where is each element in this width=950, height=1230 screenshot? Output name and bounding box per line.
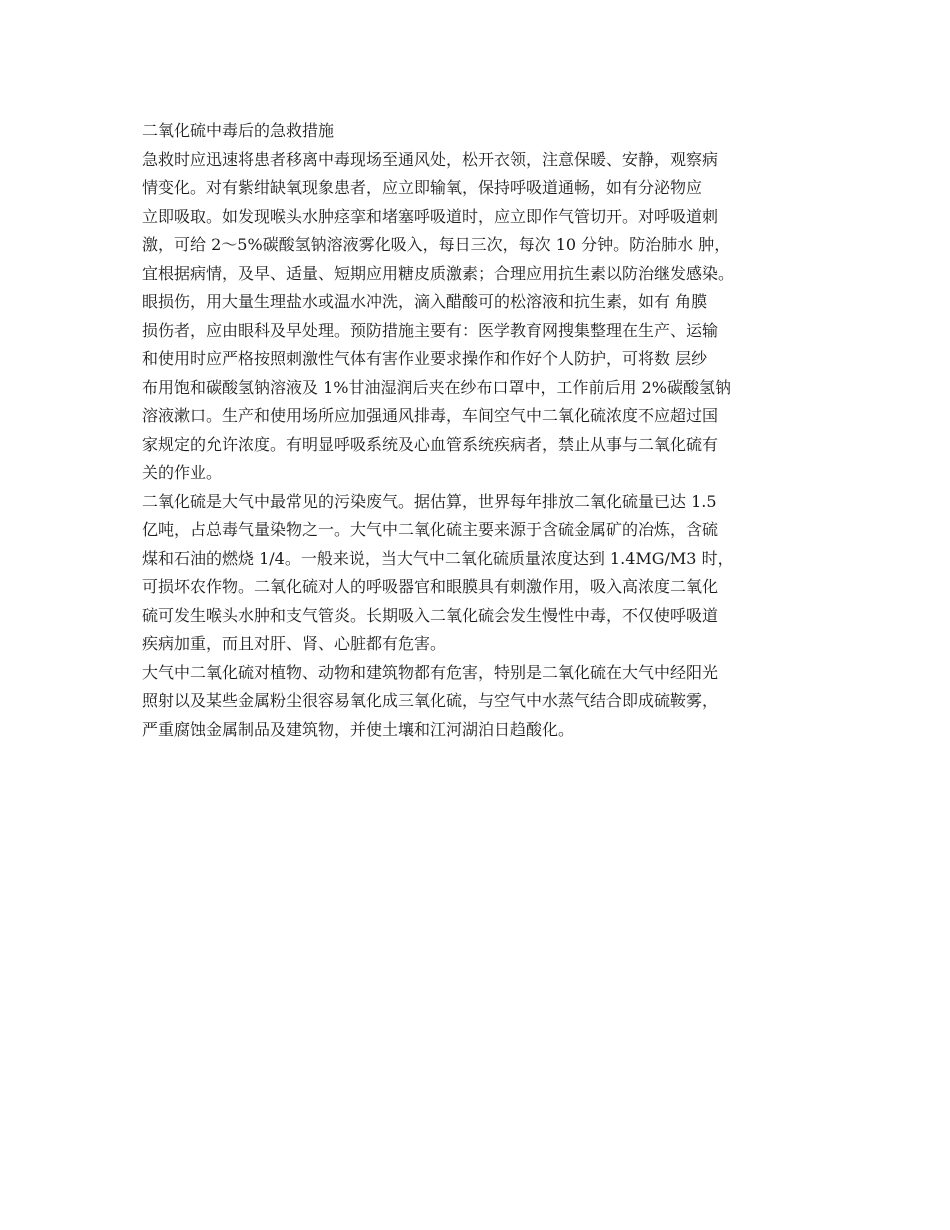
text-line: 二氧化硫是大气中最常见的污染废气。据估算，世界每年排放二氧化硫量已达 1.5	[142, 491, 717, 511]
text-line: 激，可给 2～5%碳酸氢钠溶液雾化吸入，每日三次，每次 10 分钟。防治肺水 肿，	[142, 235, 731, 254]
text-line: 和使用时应严格按照刺激性气体有害作业要求操作和作好个人防护，可将数 层纱	[142, 349, 708, 368]
text-line: 疾病加重，而且对肝、肾、心脏都有危害。	[142, 634, 447, 653]
text-line: 煤和石油的燃烧 1/4。一般来说，当大气中二氧化硫质量浓度达到 1.4MG/M3 时，	[142, 548, 734, 568]
document-body	[142, 117, 822, 744]
text-line: 家规定的允许浓度。有明显呼吸系统及心血管系统疾病者，禁止从事与二氧化硫有	[142, 434, 719, 454]
text-line: 可损坏农作物。二氧化硫对人的呼吸器官和眼膜具有刺激作用，吸入高浓度二氧化	[142, 577, 719, 596]
text-line: 大气中二氧化硫对植物、动物和建筑物都有危害，特别是二氧化硫在大气中经阳光	[142, 662, 719, 682]
text-line: 关的作业。	[142, 463, 223, 482]
text-line: 立即吸取。如发现喉头水肿痉挛和堵塞呼吸道时，应立即作气管切开。对呼吸道刺	[142, 206, 719, 226]
text-line: 布用饱和碳酸氢钠溶液及 1%甘油湿润后夹在纱布口罩中，工作前后用 2%碳酸氢钠	[142, 377, 731, 397]
text-line: 溶液漱口。生产和使用场所应加强通风排毒，车间空气中二氧化硫浓度不应超过国	[142, 406, 719, 425]
text-line: 损伤者，应由眼科及早处理。预防措施主要有：医学教育网搜集整理在生产、运输	[142, 320, 719, 340]
document-title: 二氧化硫中毒后的急救措施	[142, 121, 335, 140]
text-line: 照射以及某些金属粉尘很容易氧化成三氧化硫，与空气中水蒸气结合即成硫鞍雾，	[142, 691, 719, 710]
text-line: 严重腐蚀金属制品及建筑物，并使土壤和江河湖泊日趋酸化。	[142, 719, 575, 739]
text-line: 急救时应迅速将患者移离中毒现场至通风处，松开衣领，注意保暖、安静，观察病	[142, 149, 719, 169]
text-line: 亿吨，占总毒气量染物之一。大气中二氧化硫主要来源于含硫金属矿的冶炼，含硫	[142, 520, 719, 539]
text-line: 情变化。对有紫绀缺氧现象患者，应立即输氧，保持呼吸道通畅，如有分泌物应	[142, 178, 703, 197]
text-line: 眼损伤，用大量生理盐水或温水冲洗，滴入醋酸可的松溶液和抗生素，如有 角膜	[142, 292, 708, 311]
text-line: 宜根据病情，及早、适量、短期应用糖皮质激素；合理应用抗生素以防治继发感染。	[142, 263, 735, 283]
text-line: 硫可发生喉头水肿和支气管炎。长期吸入二氧化硫会发生慢性中毒，不仅使呼吸道	[142, 605, 719, 625]
